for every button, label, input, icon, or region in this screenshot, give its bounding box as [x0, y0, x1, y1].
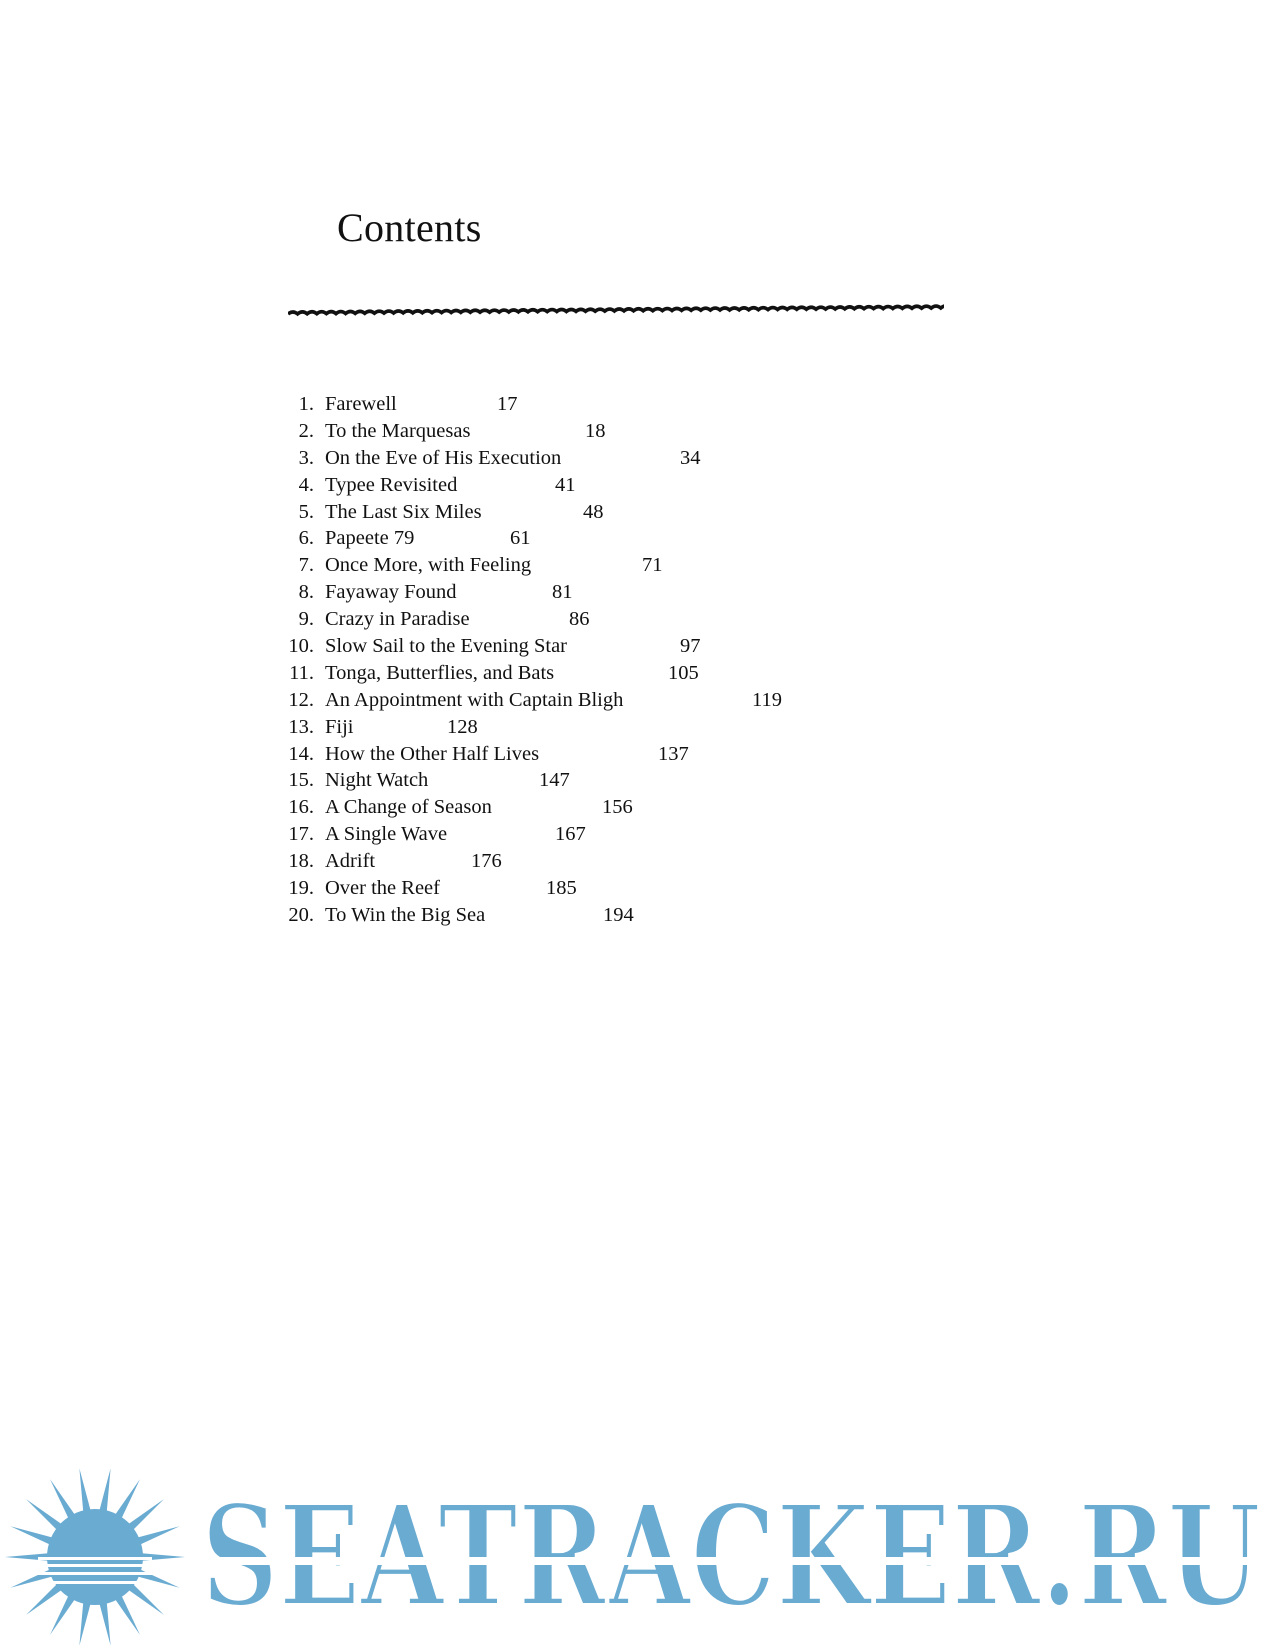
toc-entry-number: 6. — [298, 527, 314, 550]
sun-ray — [99, 1600, 111, 1646]
toc-entry-page: 119 — [752, 688, 782, 711]
watermark-logo — [196, 1473, 1266, 1623]
toc-entry-number: 17. — [288, 823, 314, 846]
toc-entry-number: 2. — [298, 419, 314, 442]
toc-entry-page: 105 — [668, 661, 699, 684]
toc-entry-page: 147 — [539, 769, 570, 792]
toc-entry-page: 71 — [642, 554, 663, 577]
toc-entry-number: 15. — [288, 769, 314, 792]
toc-entry-title: Tonga, Butterflies, and Bats — [325, 661, 555, 684]
toc-entry-title: How the Other Half Lives — [325, 742, 540, 765]
toc-entry-title: Over the Reef — [325, 877, 440, 900]
toc-entry-page: 156 — [602, 796, 633, 819]
toc-entry-title: To the Marquesas — [325, 419, 471, 442]
toc-entry-page: 34 — [680, 446, 701, 469]
toc-entry-page: 18 — [585, 419, 606, 442]
toc-entry-page: 185 — [546, 877, 577, 900]
toc-entry-title: Fiji — [325, 715, 354, 738]
toc-entry-number: 1. — [298, 393, 314, 415]
toc-entry-page: 137 — [658, 742, 689, 765]
toc-entry-title: To Win the Big Sea — [325, 903, 486, 926]
toc-entry-number: 7. — [298, 554, 314, 577]
toc-entry-number: 13. — [288, 715, 314, 738]
toc-entry-number: 4. — [298, 473, 314, 496]
toc-entry-title: Slow Sail to the Evening Star — [325, 635, 567, 658]
toc-entry-number: 8. — [298, 581, 314, 604]
toc-entry-title: Typee Revisited — [325, 473, 458, 496]
sun-ray — [79, 1468, 91, 1514]
toc-entry-number: 10. — [288, 635, 314, 658]
toc-entry-page: 81 — [552, 581, 573, 604]
toc-entry-page: 41 — [555, 473, 576, 496]
page-title: Contents — [337, 205, 482, 250]
watermark-text: SEATRACKER.RU — [201, 1475, 1261, 1623]
sun-ray — [10, 1526, 55, 1546]
toc-entry-page: 167 — [555, 823, 586, 846]
toc-entry-title: A Single Wave — [325, 823, 448, 846]
toc-entry-number: 19. — [288, 877, 314, 900]
toc-entry-page: 17 — [497, 393, 518, 415]
toc-entry-title: An Appointment with Captain Bligh — [325, 688, 624, 711]
toc-entry-title: Once More, with Feeling — [325, 554, 532, 577]
toc-entry-page: 176 — [471, 850, 502, 873]
toc-entry-page: 86 — [569, 608, 590, 631]
toc-entry-title: Crazy in Paradise — [325, 608, 470, 631]
toc-entry-title: A Change of Season — [325, 796, 492, 819]
sun-ray — [99, 1468, 111, 1514]
toc-entry-number: 14. — [288, 742, 314, 765]
wavy-divider — [288, 300, 944, 322]
toc-entry-title: Adrift — [325, 850, 376, 873]
sun-icon — [0, 1465, 190, 1645]
toc-entry-number: 5. — [298, 500, 314, 523]
toc-entry-number: 18. — [288, 850, 314, 873]
toc-entry-number: 12. — [288, 688, 314, 711]
toc-entry-number: 9. — [298, 608, 314, 631]
toc-entry-number: 3. — [298, 446, 314, 469]
toc-entry-page: 97 — [680, 635, 701, 658]
toc-entry-number: 20. — [288, 903, 314, 926]
toc-entry-title: On the Eve of His Execution — [325, 446, 562, 469]
sun-ray — [135, 1568, 180, 1588]
toc-entry-title: Papeete 79 — [325, 527, 415, 550]
toc-entry-title: The Last Six Miles — [325, 500, 482, 523]
toc-entry-title: Farewell — [325, 393, 397, 415]
toc-entry-title: Night Watch — [325, 769, 429, 792]
sun-ray — [79, 1600, 91, 1646]
toc-entry-title: Fayaway Found — [325, 581, 457, 604]
watermark — [0, 1455, 1275, 1650]
sun-ray — [10, 1568, 55, 1588]
sun-ray — [135, 1526, 180, 1546]
toc-entry-page: 128 — [447, 715, 478, 738]
toc-entry-page: 61 — [510, 527, 531, 550]
toc-entry-page: 194 — [603, 903, 634, 926]
toc-entry-number: 16. — [288, 796, 314, 819]
toc-entry-page: 48 — [583, 500, 604, 523]
toc-entry-number: 11. — [289, 661, 314, 684]
